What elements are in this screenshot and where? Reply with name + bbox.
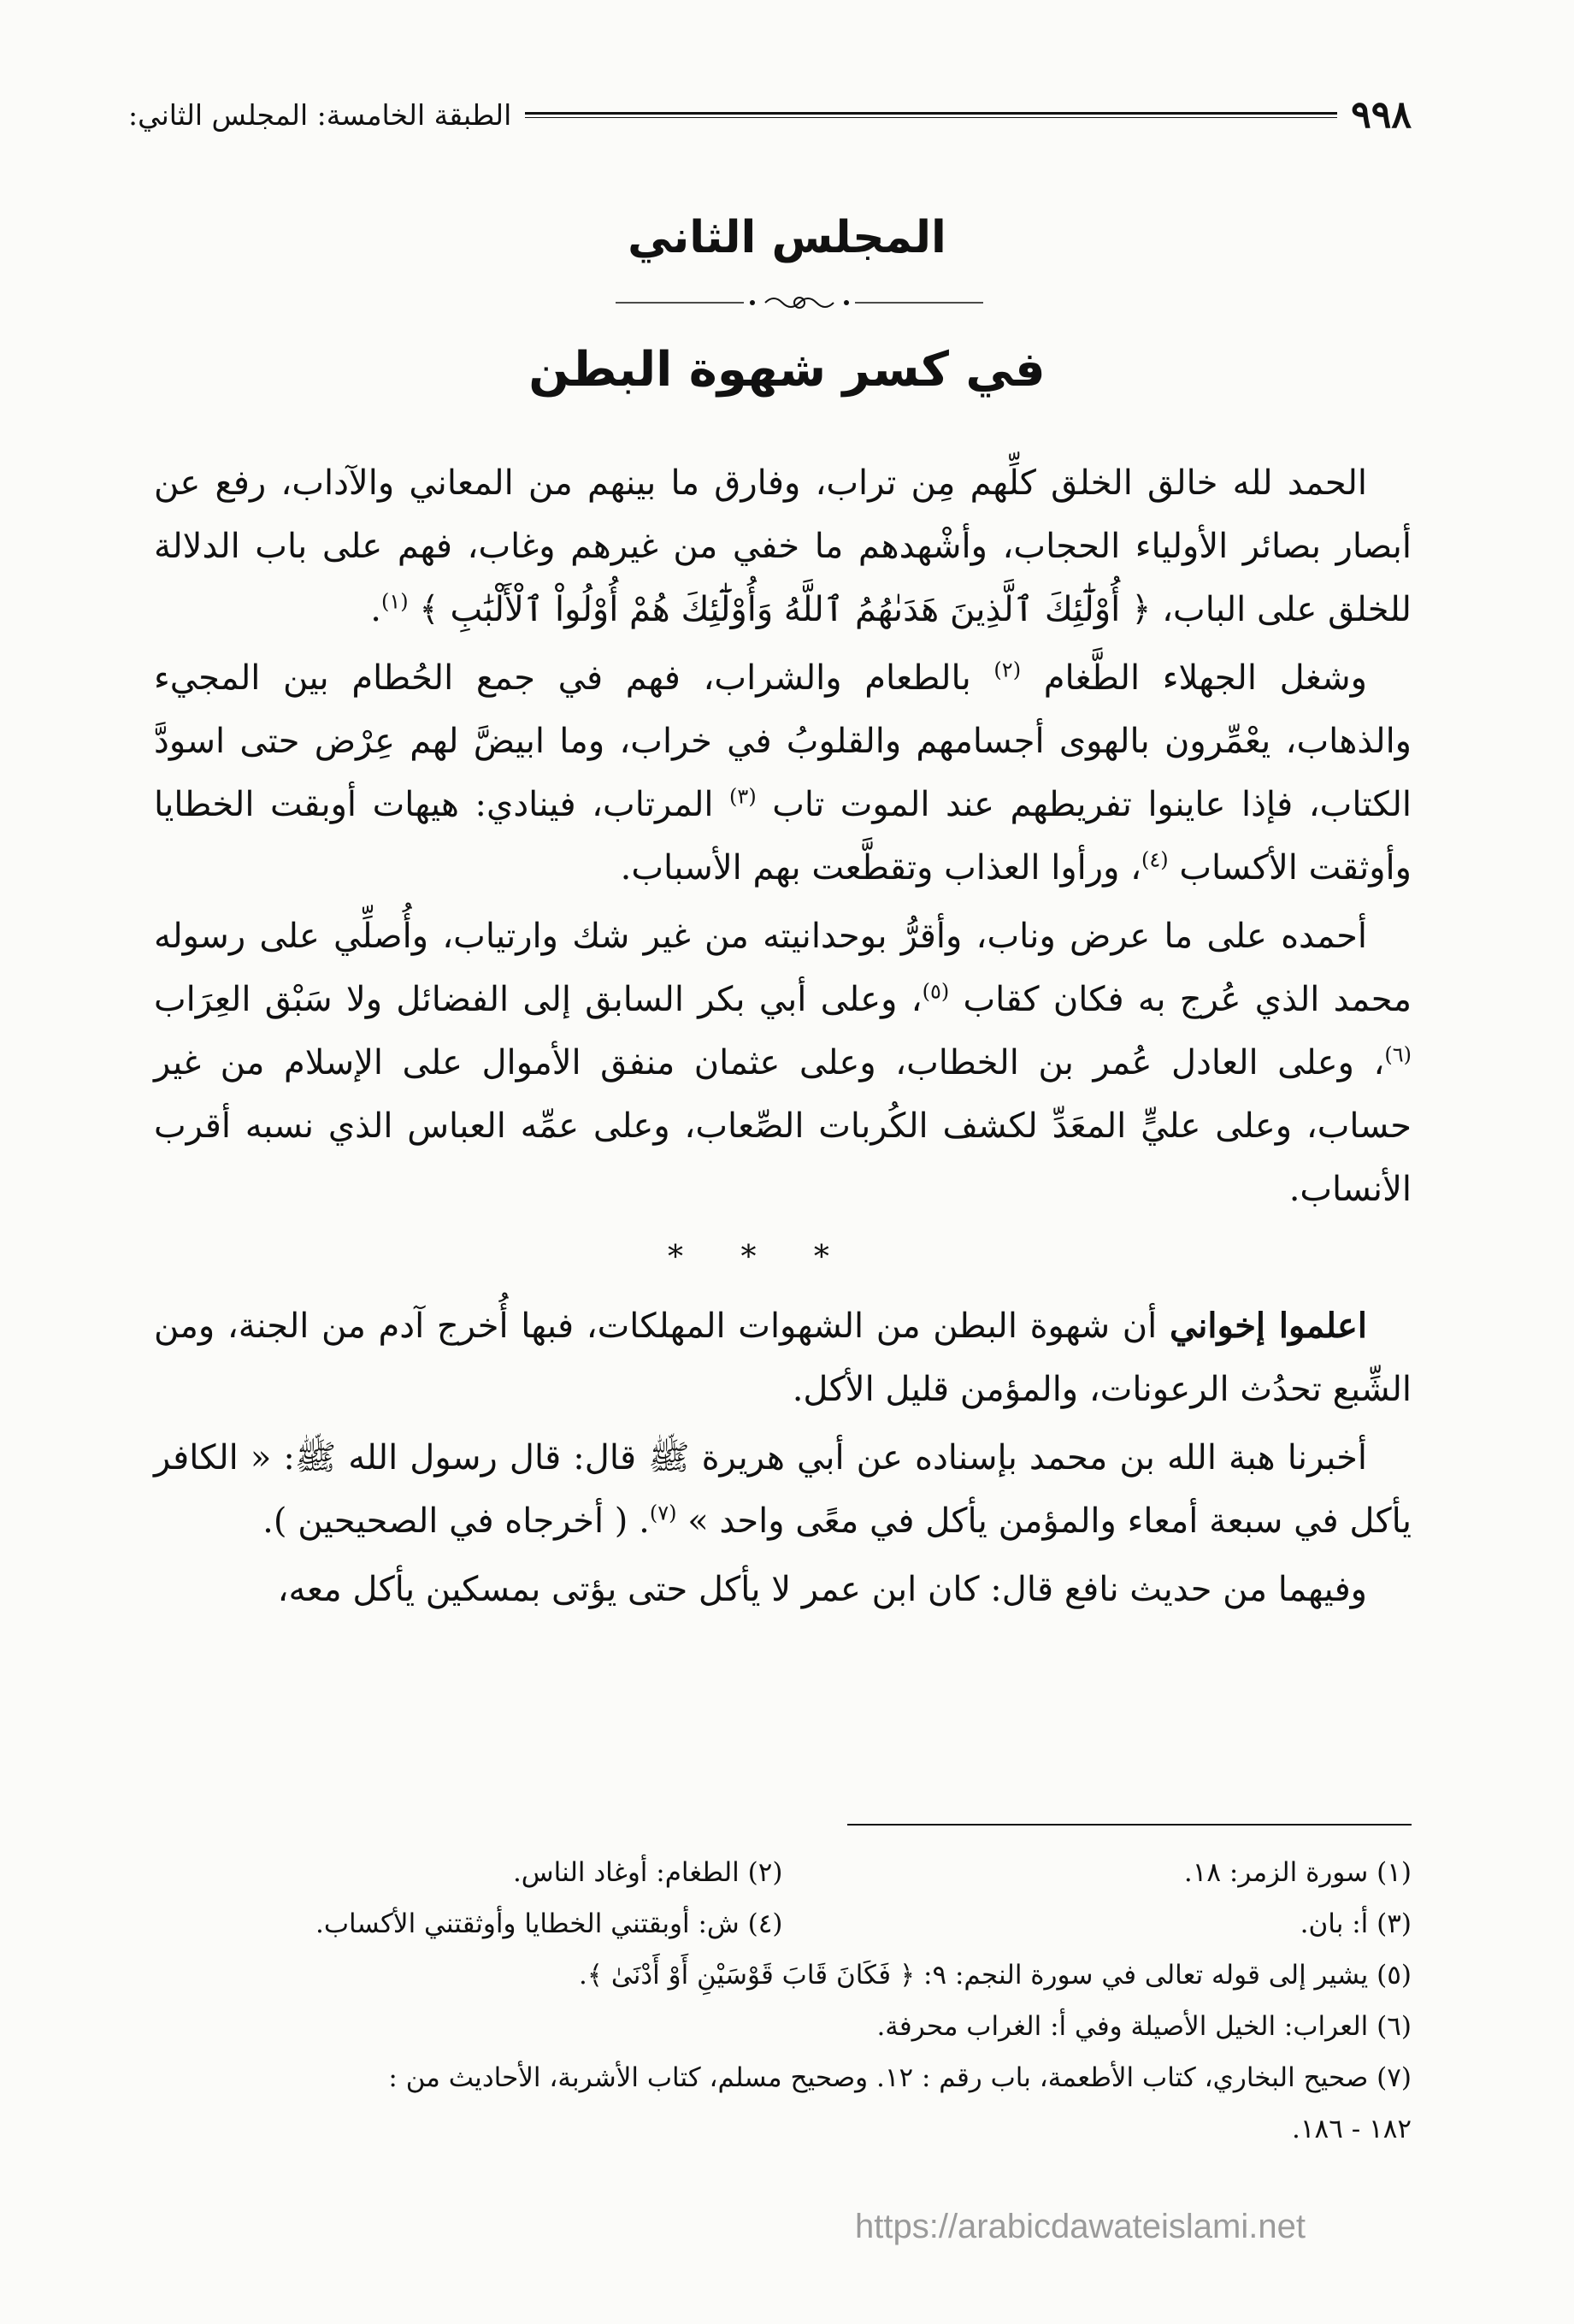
site-watermark: https://arabicdawateislami.net xyxy=(855,2208,1306,2245)
paragraph-3: أحمده على ما عرض وناب، وأقرُّ بوحدانيته من غير شك وارتياب، وأُصلِّي على رسوله محمد الذي عُرج به فكان كقاب $^{(٥)}$، وعلى أبي بكر السابق إلى الفضائل ولا سَبْق العِرَاب $^{(٦)}$، وعلى العادل عُمر بن الخطاب، وعلى عثمان منفق الأموال على الإسلام من غير حساب، وعلى عليٍّ المعَدِّ لكشف الكُربات الصِّعاب، وعلى عمِّه العباس الذي نسبه أقرب الأنساب. xyxy=(154,917,1412,1209)
paragraph-1: الحمد لله خالق الخلق كلِّهم مِن تراب، وفارق ما بينهم من المعاني والآداب، رفع عن أبصار بصائر الأولياء الحجاب، وأشْهدهم ما خفي من غيرهم وغاب، فهم على باب الدلالة للخلق على الباب، ﴿ أُوْلَٰٓئِكَ ٱلَّذِينَ هَدَىٰهُمُ ٱللَّهُ وَأُوْلَٰٓئِكَ هُمْ أُوْلُواْ ٱلْأَلْبَٰبِ ﴾ $^{(١)}$. xyxy=(154,463,1412,629)
paragraph-4: اعلموا إخواني أن شهوة البطن من الشهوات المهلكات، فبها أُخرج آدم من الجنة، ومن الشِّبع تحدُث الرعونات، والمؤمن قليل الأكل. xyxy=(154,1306,1412,1409)
footnote-5: (٥) يشير إلى قوله تعالى في سورة النجم: ٩: ﴿ فَكَانَ قَابَ قَوْسَيْنِ أَوْ أَدْنَىٰ ﴾. xyxy=(579,1960,1412,1991)
section-separator-stars: * * * xyxy=(668,1240,853,1275)
quran-verse: ﴿ أُوْلَٰٓئِكَ ٱلَّذِينَ هَدَىٰهُمُ ٱللَّهُ وَأُوْلَٰٓئِكَ هُمْ أُوْلُواْ ٱلْأَلْبَٰبِ ﴾ xyxy=(419,590,1152,629)
running-title: الطبقة الخامسة: المجلس الثاني: xyxy=(128,97,512,132)
footnote-ref: (٦) xyxy=(1384,1042,1412,1067)
bold-lead-phrase: اعلموا إخواني xyxy=(1169,1306,1368,1346)
title-ornament-divider xyxy=(616,292,983,313)
footnote-ref: (٤) xyxy=(1141,847,1169,872)
paragraph-2: وشغل الجهلاء الطَّغام $^{(٢)}$ بالطعام والشراب، فهم في جمع الحُطام بين المجيء والذهاب، يعْمِّرون بالهوى أجسامهم والقلوبُ في خراب، وما ابيضَّ لهم عِرْض حتى اسودَّ الكتاب، فإذا عاينوا تفريطهم عند الموت تاب $^{(٣)}$ المرتاب، فينادي: هيهات أوبقت الخطايا وأوثقت الأكساب $^{(٤)}$، ورأوا العذاب وتقطَّعت بهم الأسباب. xyxy=(154,658,1412,888)
footnote-ref: (٣) xyxy=(729,784,757,809)
footnotes xyxy=(154,1847,1412,2155)
footnote-ref: (٢) xyxy=(993,658,1022,682)
header-rule xyxy=(525,112,1337,118)
paragraph-6: وفيهما من حديث نافع قال: كان ابن عمر لا يأكل حتى يؤتى بمسكين يأكل معه، xyxy=(277,1570,1367,1609)
footnote-ref: (١) xyxy=(380,589,409,614)
footnote-3: (٣) أ: بان. xyxy=(1300,1908,1412,1939)
footnote-7: (٧) صحيح البخاري، كتاب الأطعمة، باب رقم : ١٢. وصحيح مسلم، كتاب الأشربة، الأحاديث من : xyxy=(388,2062,1412,2093)
paragraph-5: أخبرنا هبة الله بن محمد بإسناده عن أبي هريرة ﷺ قال: قال رسول الله ﷺ: « الكافر يأكل في سبعة أمعاء والمؤمن يأكل في معًى واحد » $^{(٧)}$. ( أخرجاه في الصحيحين ). xyxy=(154,1438,1412,1541)
page-number: ٩٩٨ xyxy=(1351,92,1412,137)
footnote-2: (٢) الطغام: أوغاد الناس. xyxy=(512,1857,783,1888)
footnote-1: (١) سورة الزمر: ١٨. xyxy=(1183,1857,1412,1888)
footnote-4: (٤) ش: أوبقتني الخطايا وأوثقتني الأكساب. xyxy=(315,1908,783,1939)
chapter-title: المجلس الثاني xyxy=(628,212,946,263)
chapter-subtitle: في كسر شهوة البطن xyxy=(528,342,1046,398)
footnote-6: (٦) العراب: الخيل الأصيلة وفي أ: الغراب محرفة. xyxy=(876,2011,1412,2042)
running-header xyxy=(128,92,1412,137)
footnote-rule xyxy=(847,1824,1412,1826)
main-text xyxy=(154,451,1412,1626)
footnote-ref: (٧) xyxy=(649,1501,677,1525)
footnote-ref: (٥) xyxy=(922,979,950,1004)
footnote-7-continued: ١٨٢ - ١٨٦. xyxy=(1292,2114,1412,2144)
